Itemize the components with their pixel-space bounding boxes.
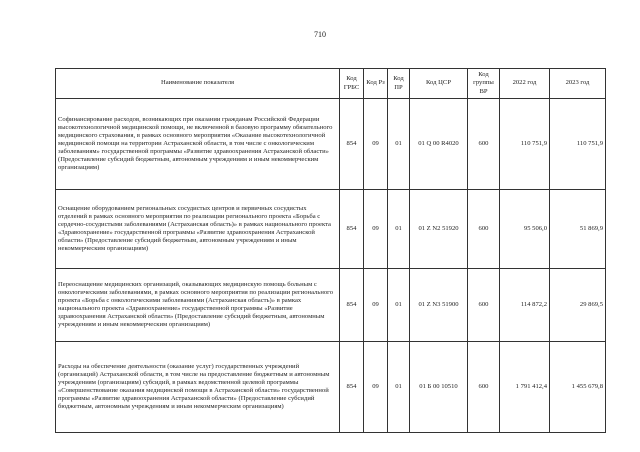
header-name: Наименование показателя <box>56 69 340 99</box>
row-2022: 1 791 412,4 <box>500 342 550 433</box>
row-rz: 09 <box>364 99 388 190</box>
header-csr: Код ЦСР <box>410 69 468 99</box>
row-name: Переоснащение медицинских организаций, оказывающих медицинскую помощь больным с онкологическими заболеваниями, в рамках основного мероприятия по реализации регионального проекта «Борьба с онкологическими заболеваниями (Астраханская область)» в рамках национального проекта «Здравоохранение» государственной программы «Развитие здравоохранения Астраханской области» (Предоставление субсидий бюджетным, автономным учреждениям и иным некоммерческим организациям) <box>56 269 340 342</box>
row-name: Софинансирование расходов, возникающих при оказании гражданам Российской Федерации высокотехнологичной медицинской помощи, не включенной в базовую программу обязательного медицинского страхования, в рамках основного мероприятия «Оказание высокотехнологичной медицинской помощи на территории Астраханской области, в том числе с онкологическим заболеваниям» государственной программы «Развитие здравоохранения Астраханской области» (Предоставление субсидий бюджетным, автономным учреждениям и иным некоммерческим организациям) <box>56 99 340 190</box>
page-number: 710 <box>314 30 326 39</box>
row-vr: 600 <box>468 190 500 269</box>
row-grbs: 854 <box>340 342 364 433</box>
row-pr: 01 <box>388 342 410 433</box>
row-rz: 09 <box>364 190 388 269</box>
row-2022: 114 872,2 <box>500 269 550 342</box>
row-csr: 01 Б 00 10510 <box>410 342 468 433</box>
header-pr: Код ПР <box>388 69 410 99</box>
row-vr: 600 <box>468 269 500 342</box>
row-2023: 51 869,9 <box>550 190 606 269</box>
row-2023: 110 751,9 <box>550 99 606 190</box>
row-rz: 09 <box>364 342 388 433</box>
row-name: Оснащение оборудованием региональных сосудистых центров и первичных сосудистых отделений в рамках основного мероприятия по реализации регионального проекта «Борьба с сердечно-сосудистыми заболеваниями (Астраханская область)» в рамках национального проекта «Здравоохранение» государственной программы «Развитие здравоохранения Астраханской области» (Предоставление субсидий бюджетным, автономным учреждениям и иным некоммерческим организациям) <box>56 190 340 269</box>
header-vr: Код группы ВР <box>468 69 500 99</box>
row-2022: 95 506,0 <box>500 190 550 269</box>
row-2023: 29 869,5 <box>550 269 606 342</box>
header-2022: 2022 год <box>500 69 550 99</box>
header-2023: 2023 год <box>550 69 606 99</box>
row-pr: 01 <box>388 190 410 269</box>
row-name: Расходы на обеспечение деятельности (оказание услуг) государственных учреждений (организаций) Астраханской области, в том числе на предоставление бюджетным и автономным учреждениям (организациям) субсидий, в рамках ведомственной целевой программы «Совершенствование оказания медицинской помощи в Астраханской области» государственной программы «Развитие здравоохранения Астраханской области» (Предоставление субсидий бюджетным, автономным учреждениям и иным некоммерческим организациям) <box>56 342 340 433</box>
row-csr: 01 Q 00 R4020 <box>410 99 468 190</box>
row-pr: 01 <box>388 269 410 342</box>
row-rz: 09 <box>364 269 388 342</box>
row-vr: 600 <box>468 342 500 433</box>
row-csr: 01 Z N3 51900 <box>410 269 468 342</box>
header-rz: Код Рз <box>364 69 388 99</box>
row-vr: 600 <box>468 99 500 190</box>
row-pr: 01 <box>388 99 410 190</box>
row-grbs: 854 <box>340 269 364 342</box>
table-row <box>56 99 606 190</box>
table-row <box>56 342 606 433</box>
header-grbs: Код ГРБС <box>340 69 364 99</box>
row-2023: 1 455 679,8 <box>550 342 606 433</box>
row-grbs: 854 <box>340 190 364 269</box>
budget-table <box>55 68 606 433</box>
row-csr: 01 Z N2 51920 <box>410 190 468 269</box>
row-grbs: 854 <box>340 99 364 190</box>
table-row <box>56 190 606 269</box>
row-2022: 110 751,9 <box>500 99 550 190</box>
header-row <box>56 69 606 99</box>
table-row <box>56 269 606 342</box>
